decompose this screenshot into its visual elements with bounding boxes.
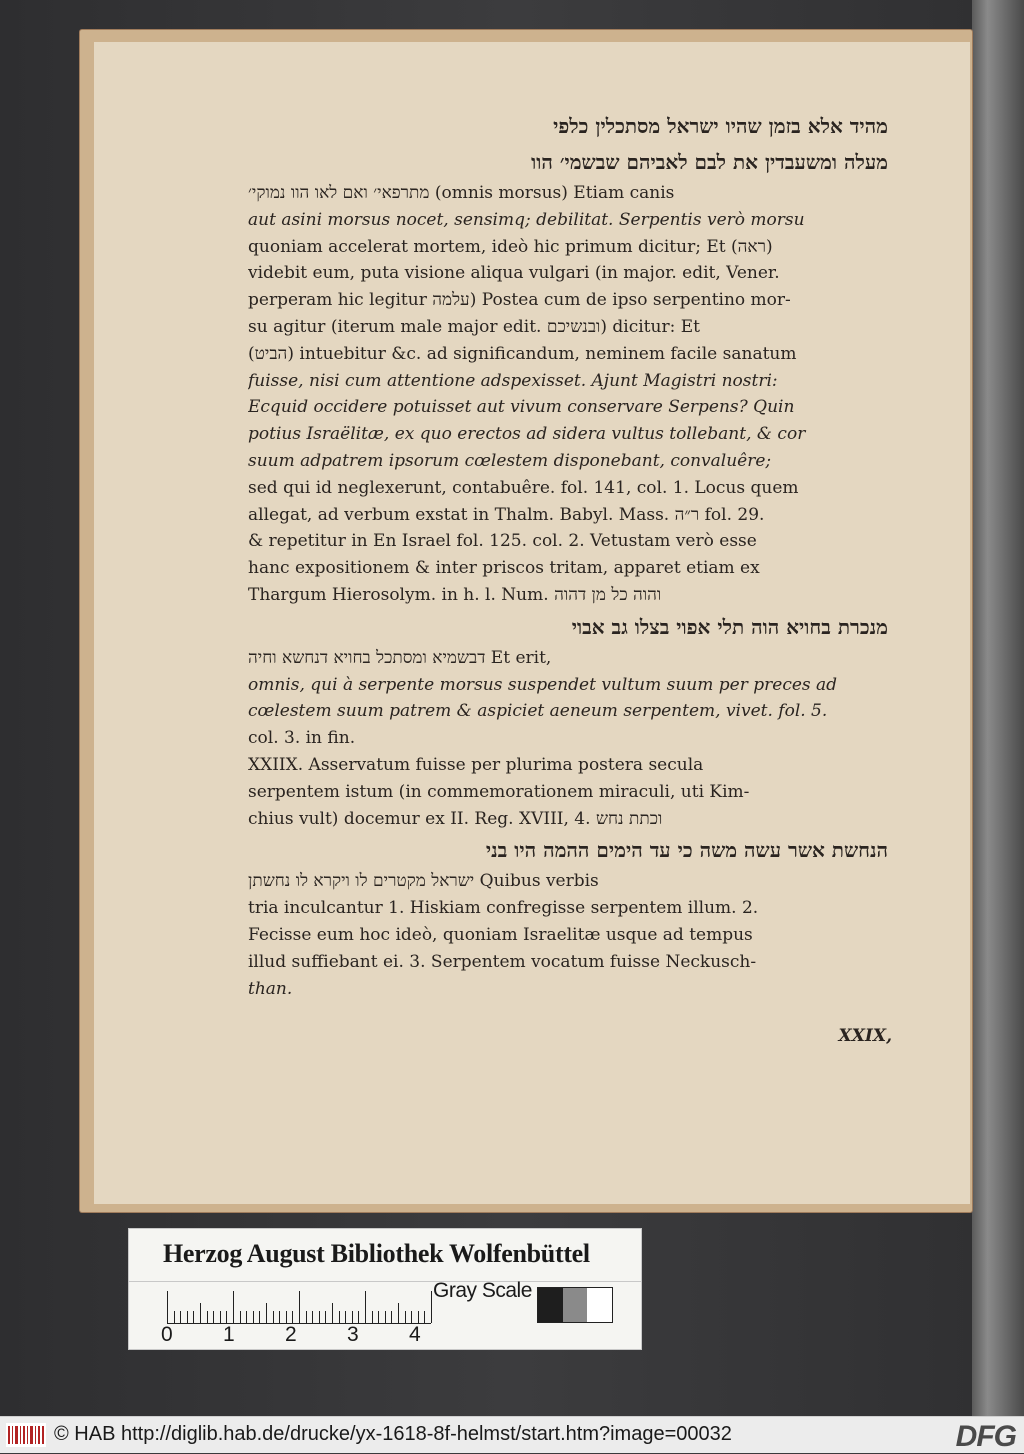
text-line: hanc expositionem & inter priscos tritam, apparet etiam ex [248,558,760,579]
text-line: fuisse, nisi cum attentione adspexisset. Ajunt Magistri nostri: [248,370,778,391]
ruler-tick [358,1311,359,1323]
gray-swatch [538,1288,563,1322]
label-divider [129,1281,641,1282]
ruler-tick [372,1311,373,1323]
ruler-tick [424,1311,425,1323]
ruler-tick [207,1311,208,1323]
scale-number: 1 [223,1323,235,1346]
text-line: suum adpatrem ipsorum cœlestem disponebant, convaluêre; [248,450,772,471]
ruler-tick [385,1311,386,1323]
text-line: דבשמיא ומסתכל בחויא דנחשא וחיה Et erit, [248,647,552,668]
gray-scale-label: Gray Scale [433,1279,532,1302]
gray-scale-swatches [537,1287,613,1323]
text-line: tria inculcantur 1. Hiskiam confregisse serpentem illum. 2. [248,898,759,919]
ruler-tick [306,1311,307,1323]
copyright-url[interactable]: © HAB http://diglib.hab.de/drucke/yx-1618-8f-helmst/start.htm?image=00032 [54,1423,732,1445]
ruler-tick [319,1311,320,1323]
ruler-tick [174,1311,175,1323]
text-line: su agitur (iterum male major edit. ובנשיכם) dicitur: Et [248,316,700,337]
text-line: Thargum Hierosolym. in h. l. Num. והוה כל מן דהוה [248,584,662,605]
scale-number: 0 [161,1323,173,1346]
scale-number: 2 [285,1323,297,1346]
ruler-tick [167,1291,168,1323]
ruler-tick [253,1311,254,1323]
text-line: Fecisse eum hoc ideò, quoniam Israelitæ usque ad tempus [248,924,753,945]
catchword: XXIX, [838,1026,892,1046]
text-line: potius Israëlitæ, ex quo erectos ad sidera vultus tollebant, & cor [248,424,806,445]
ruler-tick [365,1291,366,1323]
ruler-tick [213,1311,214,1323]
ruler-tick [292,1311,293,1323]
ruler-tick [180,1311,181,1323]
ruler-tick [299,1291,300,1323]
ruler-tick [418,1311,419,1323]
text-line: perperam hic legitur עלמה) Postea cum de ipso serpentino mor- [248,290,791,311]
text-line: illud suffiebant ei. 3. Serpentem vocatum fuisse Neckusch- [248,951,757,972]
text-line: than. [248,978,293,999]
text-line: cœlestem suum patrem & aspiciet aeneum serpentem, vivet. fol. 5. [248,701,828,722]
book-binding [972,0,1024,1416]
text-line: Ecquid occidere potuisset aut vivum conservare Serpens? Quin [248,397,795,418]
ruler-tick [226,1311,227,1323]
ruler-tick [339,1311,340,1323]
text-line: (הביט) intuebitur &c. ad significandum, neminem facile sanatum [248,343,797,364]
gray-swatch [563,1288,588,1322]
library-label [128,1228,642,1350]
ruler-tick [325,1311,326,1323]
ruler-tick [240,1311,241,1323]
ruler-tick [193,1311,194,1323]
ruler-tick [279,1311,280,1323]
library-name: Herzog August Bibliothek Wolfenbüttel [163,1239,590,1268]
text-line: allegat, ad verbum exstat in Thalm. Babyl. Mass. ר״ה fol. 29. [248,504,765,525]
ruler-tick [431,1291,432,1323]
gray-swatch [587,1288,612,1322]
text-line: מהיד אלא בזמן שהיו ישראל מסתכלין כלפי [553,114,888,138]
text-line: מעלה ומשעבדין את לבם לאביהם שבשמי׳ הוו [531,150,888,174]
text-line: videbit eum, puta visione aliqua vulgari (in major. edit, Vener. [248,263,780,284]
text-line: serpentem istum (in commemorationem miraculi, uti Kim- [248,781,750,802]
text-line: quoniam accelerat mortem, ideò hic primum dicitur; Et (ראה) [248,236,773,257]
dfg-logo: DFG [955,1420,1016,1453]
text-line: aut asini morsus nocet, sensimq; debilitat. Serpentis verò morsu [248,209,805,230]
ruler-tick [187,1311,188,1323]
ruler-tick [332,1303,333,1323]
ruler-tick [220,1311,221,1323]
ruler-tick [378,1311,379,1323]
ruler-tick [266,1303,267,1323]
ruler-tick [405,1311,406,1323]
footer-bar [0,1416,1024,1453]
text-line: הנחשת אשר עשה משה כי עד הימים ההמה היו בני [485,838,888,863]
ruler-tick [398,1303,399,1323]
ruler-tick [273,1311,274,1323]
text-line: col. 3. in fin. [248,728,356,749]
ruler-tick [286,1311,287,1323]
ruler-tick [246,1311,247,1323]
scale-number: 3 [347,1323,359,1346]
ruler-tick [259,1311,260,1323]
ruler-tick [312,1311,313,1323]
ruler-tick [391,1311,392,1323]
ruler-tick [352,1311,353,1323]
page-text-block [248,108,888,1002]
scale-ruler [167,1289,431,1324]
ruler-tick [411,1311,412,1323]
text-line: מתרפאי׳ ואם לאו הוו נמוקי׳ (omnis morsus) Etiam canis [248,183,675,203]
text-line: & repetitur in En Israel fol. 125. col. 2. Vetustam verò esse [248,531,757,552]
text-line: chius vult) docemur ex II. Reg. XVIII, 4. וכתת נחש [248,808,663,829]
scale-number: 4 [409,1323,421,1346]
ruler-tick [345,1311,346,1323]
text-line: ישראל מקטרים לו ויקרא לו נחשתן Quibus verbis [248,871,599,892]
barcode-icon [6,1423,46,1447]
text-line: מנכרת בחויא הוה תלי אפוי בצלו גב אבוי [571,614,888,639]
ruler-tick [233,1291,234,1323]
text-line: XXIIX. Asservatum fuisse per plurima postera secula [248,754,704,775]
text-line: sed qui id neglexerunt, contabuêre. fol. 141, col. 1. Locus quem [248,477,799,498]
ruler-tick [200,1303,201,1323]
text-line: omnis, qui à serpente morsus suspendet vultum suum per preces ad [248,674,838,695]
